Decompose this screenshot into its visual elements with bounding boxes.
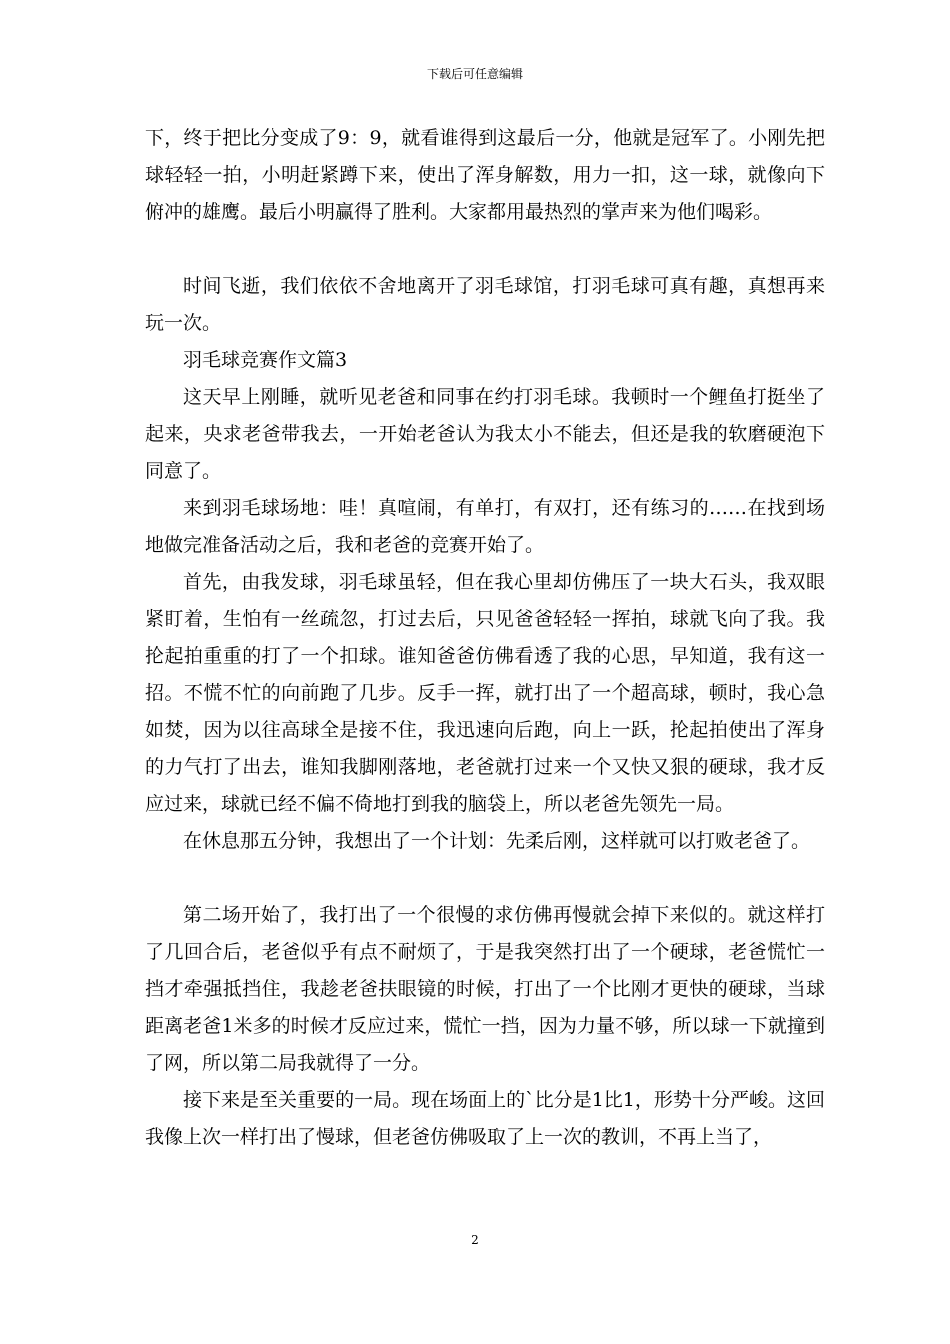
- page-header: 下载后可任意编辑: [426, 67, 523, 81]
- section-heading: 羽毛球竞赛作文篇3: [183, 349, 348, 371]
- paragraph-4: 来到羽毛球场地：哇！真喧闹，有单打，有双打，还有练习的……在找到场地做完准备活动之后，我和老爸的竞赛开始了。: [145, 497, 825, 556]
- paragraph-spacer: [145, 231, 825, 268]
- paragraph-3: 这天早上刚睡，就听见老爸和同事在约打羽毛球。我顿时一个鲤鱼打挺坐了起来，央求老爸带我去，一开始老爸认为我太小不能去，但还是我的软磨硬泡下同意了。: [145, 386, 825, 482]
- paragraph-7: 第二场开始了，我打出了一个很慢的求仿佛再慢就会掉下来似的。就这样打了几回合后，老爸似乎有点不耐烦了，于是我突然打出了一个硬球，老爸慌忙一挡才牵强抵挡住，我趁老爸扶眼镜的时候，打出了一个比刚才更快的硬球，当球距离老爸1米多的时候才反应过来，慌忙一挡，因为力量不够，所以球一下就撞到了网，所以第二局我就得了一分。: [145, 904, 825, 1074]
- paragraph-1: 下，终于把比分变成了9：9，就看谁得到这最后一分，他就是冠军了。小刚先把球轻轻一拍，小明赶紧蹲下来，使出了浑身解数，用力一扣，这一球，就像向下俯冲的雄鹰。最后小明赢得了胜利。大家都用最热烈的掌声来为他们喝彩。: [145, 127, 825, 223]
- page-number: 2: [471, 1233, 479, 1247]
- paragraph-2: 时间飞逝，我们依依不舍地离开了羽毛球馆，打羽毛球可真有趣，真想再来玩一次。: [145, 275, 825, 334]
- paragraph-spacer: [145, 860, 825, 897]
- paragraph-8: 接下来是至关重要的一局。现在场面上的`比分是1比1，形势十分严峻。这回我像上次一样打出了慢球，但老爸仿佛吸取了上一次的教训，不再上当了，: [145, 1089, 825, 1148]
- paragraph-6: 在休息那五分钟，我想出了一个计划：先柔后刚，这样就可以打败老爸了。: [183, 830, 811, 852]
- paragraph-5: 首先，由我发球，羽毛球虽轻，但在我心里却仿佛压了一块大石头，我双眼紧盯着，生怕有一丝疏忽，打过去后，只见爸爸轻轻一挥拍，球就飞向了我。我抡起拍重重的打了一个扣球。谁知爸爸仿佛看透了我的心思，早知道，我有这一招。不慌不忙的向前跑了几步。反手一挥，就打出了一个超高球，顿时，我心急如焚，因为以往高球全是接不住，我迅速向后跑，向上一跃，抡起拍使出了浑身的力气打了出去，谁知我脚刚落地，老爸就打过来一个又快又狠的硬球，我才反应过来，球就已经不偏不倚地打到我的脑袋上，所以老爸先领先一局。: [145, 571, 825, 815]
- document-body: [145, 120, 825, 1156]
